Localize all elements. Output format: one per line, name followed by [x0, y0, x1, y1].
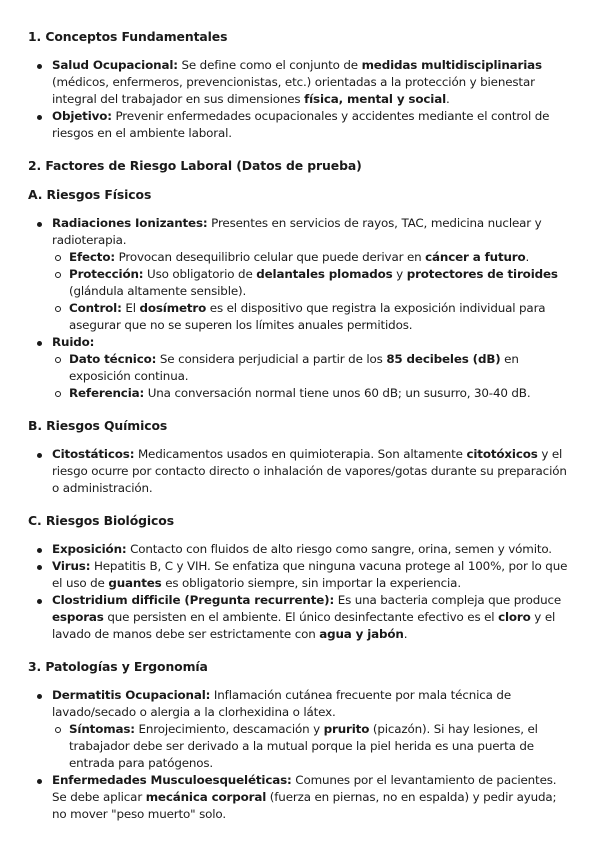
item-text: Se considera perjudicial a partir de los — [156, 352, 387, 366]
sub-list — [52, 721, 572, 772]
item-text: y — [392, 267, 407, 281]
bold-term: cloro — [498, 610, 531, 624]
sub-list-item — [52, 385, 572, 402]
bold-term: 85 decibeles (dB) — [386, 352, 501, 366]
bold-term: agua y jabón — [319, 627, 404, 641]
item-text: Es una bacteria compleja que produce — [334, 593, 562, 607]
item-text: Hepatitis B, C y VIH. Se enfatiza que ninguna vacuna protege al 100%, por lo que el uso de — [52, 559, 568, 590]
item-text: . — [446, 92, 450, 106]
section-1-title: 1. Conceptos Fundamentales — [28, 29, 228, 44]
sub-list-item — [52, 721, 572, 772]
subsection-b-title: B. Riesgos Químicos — [28, 418, 168, 433]
sub-list-item — [52, 351, 572, 385]
bold-term: Salud Ocupacional: — [52, 58, 178, 72]
item-text: en exposición continua. — [69, 352, 519, 383]
section-2-title: 2. Factores de Riesgo Laboral (Datos de prueba) — [28, 158, 362, 173]
item-text: Comunes por el levantamiento de pacientes. Se debe aplicar — [52, 773, 557, 804]
item-text: (glándula altamente sensible). — [69, 284, 247, 298]
item-text: . — [403, 627, 408, 641]
bold-term: Exposición: — [52, 542, 127, 556]
chemical-risks-list — [28, 446, 572, 497]
bold-term: Síntomas: — [69, 722, 135, 736]
bold-term: Virus: — [52, 559, 91, 573]
subsection-c-title: C. Riesgos Biológicos — [28, 513, 174, 528]
bold-term: Radiaciones Ionizantes: — [52, 216, 208, 230]
bold-term: Ruido: — [52, 335, 95, 349]
list-item — [28, 446, 572, 497]
bold-term: cáncer a futuro — [425, 250, 526, 264]
item-text: y el riesgo ocurre por contacto directo o inhalación de vapores/gotas durante su preparación o administración. — [52, 447, 567, 495]
sub-list — [52, 249, 572, 334]
item-text: Contacto con fluidos de alto riesgo como sangre, orina, semen y vómito. — [126, 542, 552, 556]
item-text: que persisten en el ambiente. El único desinfectante efectivo es el — [103, 610, 499, 624]
bold-term: citotóxicos — [466, 447, 538, 461]
list-item — [28, 334, 572, 402]
item-text: y el lavado de manos debe ser estrictamente con — [52, 610, 556, 641]
bold-term: prurito — [323, 722, 370, 736]
item-text: Prevenir enfermedades ocupacionales y accidentes mediante el control de riesgos en el ambiente laboral. — [52, 109, 550, 140]
sub-list — [52, 351, 572, 402]
bold-term: Efecto: — [69, 250, 115, 264]
bold-term: Protección: — [69, 267, 144, 281]
bold-term: Objetivo: — [52, 109, 112, 123]
bold-term: protectores de tiroides — [406, 267, 558, 281]
item-text: Presentes en servicios de rayos, TAC, medicina nuclear y radioterapia. — [52, 216, 542, 247]
item-text: . — [525, 250, 530, 264]
item-text: es el dispositivo que registra la exposición individual para asegurar que no se superen los límites anuales permitidos. — [69, 301, 546, 332]
item-text: Una conversación normal tiene unos 60 dB; un susurro, 30-40 dB. — [144, 386, 531, 400]
bold-term: Referencia: — [69, 386, 145, 400]
list-item — [28, 772, 572, 823]
bold-term: Control: — [69, 301, 122, 315]
list-item — [28, 592, 572, 643]
bold-term: física, mental y social — [304, 92, 446, 106]
bold-term: Dermatitis Ocupacional: — [52, 688, 211, 702]
bold-term: Enfermedades Musculoesqueléticas: — [52, 773, 292, 787]
bold-term: medidas multidisciplinarias — [361, 58, 542, 72]
item-text: (picazón). Si hay lesiones, el trabajador debe ser derivado a la mutual porque la piel herida es una puerta de entrada para patógenos. — [69, 722, 538, 770]
sub-list-item — [52, 300, 572, 334]
bold-term: esporas — [52, 610, 104, 624]
subsection-a-title: A. Riesgos Físicos — [28, 187, 152, 202]
bold-term: Dato técnico: — [69, 352, 157, 366]
bold-term: Citostáticos: — [52, 447, 135, 461]
item-text: Inflamación cutánea frecuente por mala técnica de lavado/secado o alergia a la clorhexidina o látex. — [52, 688, 511, 719]
sub-list-item — [52, 249, 572, 266]
section-1-list — [28, 57, 572, 142]
item-text: El — [121, 301, 140, 315]
bold-term: dosímetro — [139, 301, 207, 315]
list-item — [28, 687, 572, 772]
item-text: es obligatorio siempre, sin importar la experiencia. — [161, 576, 461, 590]
bold-term: mecánica corporal — [145, 790, 267, 804]
list-item — [28, 215, 572, 334]
section-3-title: 3. Patologías y Ergonomía — [28, 659, 208, 674]
item-text: (médicos, enfermeros, prevencionistas, etc.) orientadas a la protección y bienestar integral del trabajador en sus dimensiones — [52, 75, 535, 106]
bold-term: Clostridium difficile (Pregunta recurrente): — [52, 593, 335, 607]
list-item — [28, 541, 572, 558]
item-text: Enrojecimiento, descamación y — [134, 722, 324, 736]
list-item — [28, 57, 572, 108]
list-item — [28, 108, 572, 142]
sub-list-item — [52, 266, 572, 300]
list-item — [28, 558, 572, 592]
item-text: Medicamentos usados en quimioterapia. Son altamente — [134, 447, 467, 461]
item-text: Se define como el conjunto de — [177, 58, 362, 72]
item-text: Provocan desequilibrio celular que puede derivar en — [114, 250, 426, 264]
bold-term: guantes — [108, 576, 162, 590]
item-text: (fuerza en piernas, no en espalda) y pedir ayuda; no mover "peso muerto" solo. — [52, 790, 557, 821]
biological-risks-list — [28, 541, 572, 643]
pathology-list — [28, 687, 572, 823]
item-text: Uso obligatorio de — [143, 267, 257, 281]
bold-term: delantales plomados — [256, 267, 393, 281]
physical-risks-list — [28, 215, 572, 402]
